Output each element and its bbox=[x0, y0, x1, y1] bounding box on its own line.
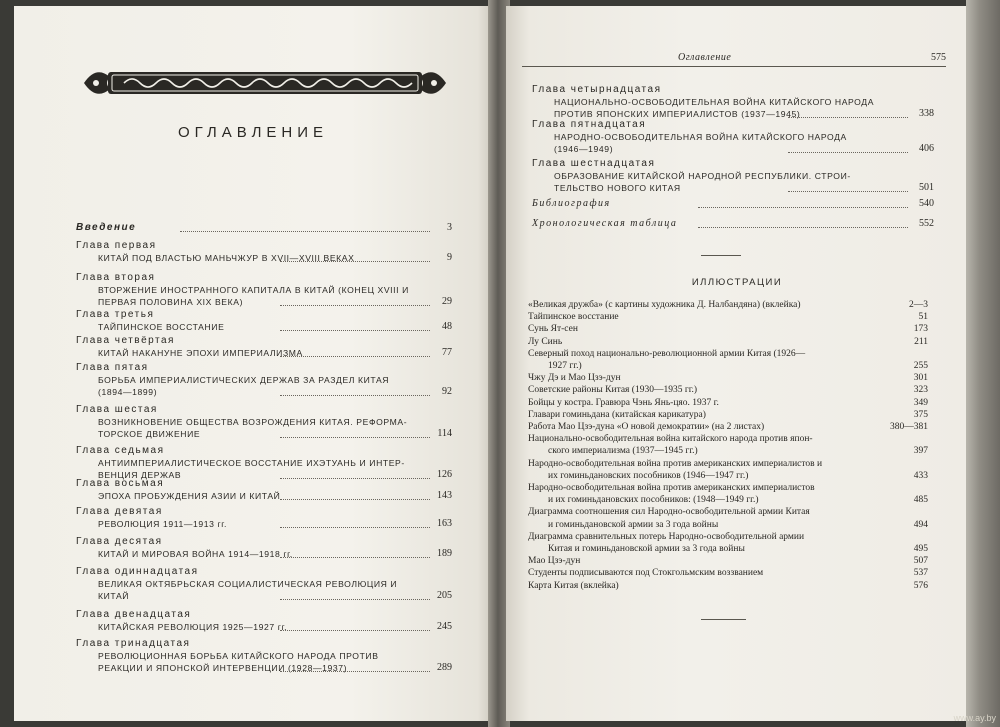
left-page bbox=[14, 6, 492, 721]
toc-entry bbox=[76, 566, 452, 602]
dot-leader bbox=[788, 152, 908, 153]
toc-entry bbox=[532, 218, 934, 230]
illustration-text: ского империализма (1937—1945 гг.) bbox=[548, 446, 698, 457]
chapter-label: Глава четырнадцатая bbox=[532, 84, 662, 95]
page-title: ОГЛАВЛЕНИЕ bbox=[177, 124, 329, 141]
chapter-label: Глава седьмая bbox=[76, 445, 165, 456]
dot-leader bbox=[280, 671, 430, 672]
illustration-item bbox=[528, 494, 928, 506]
page-ref: 433 bbox=[913, 470, 928, 481]
dot-leader bbox=[698, 207, 908, 208]
chapter-subtitle: ВТОРЖЕНИЕ ИНОСТРАННОГО КАПИТАЛА В КИТАЙ (КОНЕЦ XVIII И bbox=[98, 285, 409, 295]
illustration-text: 1927 гг.) bbox=[548, 361, 582, 371]
page-ref: 114 bbox=[437, 428, 452, 439]
dot-leader bbox=[698, 227, 908, 228]
chapter-label: Глава третья bbox=[76, 309, 155, 320]
chapter-label: Введение bbox=[76, 222, 137, 233]
illustration-text: Народно-освободительная война против американских империалистов bbox=[528, 483, 815, 493]
page-ref: 301 bbox=[913, 373, 928, 384]
running-head: Оглавление bbox=[678, 52, 732, 63]
chapter-label: Глава пятая bbox=[76, 362, 149, 373]
chapter-subtitle: НАРОДНО-ОСВОБОДИТЕЛЬНАЯ ВОЙНА КИТАЙСКОГО НАРОДА bbox=[554, 132, 847, 142]
page-ref: 173 bbox=[913, 324, 928, 335]
chapter-subtitle: КИТАЙ ПОД ВЛАСТЬЮ МАНЬЧЖУР В XVII—XVIII ВЕКАХ bbox=[98, 253, 355, 263]
illustration-text: Сунь Ят-сен bbox=[528, 324, 578, 335]
page-ref: 494 bbox=[913, 519, 928, 530]
toc-entry bbox=[532, 84, 934, 120]
chapter-label: Глава девятая bbox=[76, 506, 163, 517]
illustration-text: Диаграмма сравнительных потерь Народно-освободительной армии bbox=[528, 531, 805, 542]
chapter-subtitle: ОБРАЗОВАНИЕ КИТАЙСКОЙ НАРОДНОЙ РЕСПУБЛИКИ. СТРОИ- bbox=[554, 171, 851, 181]
illustration-item bbox=[528, 409, 928, 421]
chapter-label: Глава пятнадцатая bbox=[532, 119, 647, 130]
illustration-text: Северный поход национально-революционной армии Китая (1926— bbox=[528, 348, 806, 359]
illustration-text: их гоминьдановских пособников (1946—1947 гг.) bbox=[548, 470, 749, 481]
illustration-text: «Великая дружба» (с картины художника Д. Налбандяна) (вклейка) bbox=[528, 300, 801, 310]
toc-entry bbox=[76, 445, 452, 481]
illustration-item bbox=[528, 482, 928, 494]
chapter-subtitle: ЭПОХА ПРОБУЖДЕНИЯ АЗИИ И КИТАЙ bbox=[98, 491, 281, 501]
illustration-item bbox=[528, 458, 928, 470]
page-ref: 3 bbox=[447, 222, 452, 233]
chapter-subtitle: ТАЙПИНСКОЕ ВОССТАНИЕ bbox=[98, 322, 225, 332]
chapter-subtitle: КИТАЙ И МИРОВАЯ ВОЙНА 1914—1918 гг. bbox=[98, 549, 293, 559]
illustration-text: и гоминьдановской армии за 3 года войны bbox=[548, 519, 719, 530]
illustration-item bbox=[528, 311, 928, 323]
chapter-subtitle: ВОЗНИКНОВЕНИЕ ОБЩЕСТВА ВОЗРОЖДЕНИЯ КИТАЯ. РЕФОРМА- bbox=[98, 417, 408, 427]
illustration-item bbox=[528, 384, 928, 396]
page-ref: 189 bbox=[437, 548, 452, 559]
illustration-text: Тайпинское восстание bbox=[528, 312, 619, 323]
dot-leader bbox=[788, 191, 908, 192]
dot-leader bbox=[180, 231, 430, 232]
toc-entry bbox=[76, 240, 452, 264]
illustration-item bbox=[528, 543, 928, 555]
page-ref: 2—3 bbox=[909, 300, 928, 310]
dot-leader bbox=[280, 557, 430, 558]
page-ref: 485 bbox=[913, 495, 928, 506]
page-ref: 48 bbox=[442, 321, 452, 332]
illustration-text: Диаграмма соотношения сил Народно-освободительной армии Китая bbox=[528, 507, 810, 518]
page-ref: 338 bbox=[919, 108, 934, 119]
toc-entry bbox=[76, 638, 452, 674]
chapter-label: Библиография bbox=[532, 198, 611, 209]
illustration-item bbox=[528, 299, 928, 311]
dot-leader bbox=[280, 437, 430, 438]
toc-entry bbox=[76, 609, 452, 633]
illustration-text: Студенты подписываются под Стокгольмским воззванием bbox=[528, 568, 764, 579]
illustration-item bbox=[528, 372, 928, 384]
chapter-subtitle: ВЕНЦИЯ ДЕРЖАВ bbox=[98, 470, 182, 480]
chapter-subtitle: ТОРСКОЕ ДВИЖЕНИЕ bbox=[98, 429, 201, 439]
end-divider bbox=[701, 619, 746, 620]
illustration-item bbox=[528, 445, 928, 457]
illustration-item bbox=[528, 470, 928, 482]
page-ref: 397 bbox=[913, 446, 928, 457]
page-ref: 495 bbox=[913, 544, 928, 554]
chapter-subtitle: КИТАЙ bbox=[98, 591, 130, 601]
dot-leader bbox=[788, 117, 908, 118]
page-ref: 289 bbox=[437, 662, 452, 673]
toc-entry bbox=[532, 119, 934, 155]
chapter-label: Глава вторая bbox=[76, 272, 156, 283]
page-ref: 29 bbox=[442, 296, 452, 307]
chapter-label: Глава двенадцатая bbox=[76, 609, 192, 620]
chapter-subtitle: ТЕЛЬСТВО НОВОГО КИТАЯ bbox=[554, 183, 681, 193]
illustration-item bbox=[528, 348, 928, 360]
illustrations-title: ИЛЛЮСТРАЦИИ bbox=[691, 277, 783, 288]
chapter-subtitle: НАЦИОНАЛЬНО-ОСВОБОДИТЕЛЬНАЯ ВОЙНА КИТАЙСКОГО НАРОДА bbox=[554, 97, 875, 107]
chapter-subtitle: (1894—1899) bbox=[98, 387, 158, 397]
illustration-item bbox=[528, 397, 928, 409]
illustration-item bbox=[528, 336, 928, 348]
toc-entry bbox=[76, 362, 452, 398]
chapter-subtitle: КИТАЙСКАЯ РЕВОЛЮЦИЯ 1925—1927 гг. bbox=[98, 622, 288, 632]
toc-entry bbox=[76, 536, 452, 560]
page-ref: 205 bbox=[437, 590, 452, 601]
page-ref: 143 bbox=[437, 490, 452, 501]
chapter-label: Глава тринадцатая bbox=[76, 638, 191, 649]
illustration-item bbox=[528, 506, 928, 518]
page-ref: 9 bbox=[447, 252, 452, 263]
illustration-text: Карта Китая (вклейка) bbox=[528, 580, 619, 591]
watermark: www.ay.by bbox=[953, 713, 996, 723]
ornament-icon bbox=[84, 64, 446, 102]
page-ref: 349 bbox=[913, 397, 928, 408]
page-ref: 537 bbox=[913, 568, 928, 579]
page-ref: 211 bbox=[914, 336, 928, 347]
page-ref: 255 bbox=[913, 361, 928, 371]
page-ref: 540 bbox=[919, 198, 934, 209]
toc-entry bbox=[532, 158, 934, 194]
dot-leader bbox=[280, 395, 430, 396]
chapter-label: Глава шестнадцатая bbox=[532, 158, 656, 169]
right-page bbox=[506, 6, 968, 721]
chapter-label: Глава восьмая bbox=[76, 478, 165, 489]
page-ref: 163 bbox=[437, 518, 452, 529]
illustration-item bbox=[528, 421, 928, 433]
page-number: 575 bbox=[931, 52, 946, 63]
page-ref: 501 bbox=[919, 182, 934, 193]
chapter-subtitle: БОРЬБА ИМПЕРИАЛИСТИЧЕСКИХ ДЕРЖАВ ЗА РАЗДЕЛ КИТАЯ bbox=[98, 375, 390, 385]
illustration-item bbox=[528, 580, 928, 592]
illustration-item bbox=[528, 323, 928, 335]
dot-leader bbox=[280, 630, 430, 631]
illustration-item bbox=[528, 360, 928, 372]
chapter-subtitle: КИТАЙ НАКАНУНЕ ЭПОХИ ИМПЕРИАЛИЗМА bbox=[98, 348, 303, 358]
page-ref: 576 bbox=[913, 580, 928, 591]
illustration-text: Работа Мао Цзэ-дуна «О новой демократии» (на 2 листах) bbox=[528, 422, 765, 432]
page-ref: 92 bbox=[442, 386, 452, 397]
chapter-subtitle: АНТИИМПЕРИАЛИСТИЧЕСКОЕ ВОССТАНИЕ ИХЭТУАНЬ И ИНТЕР- bbox=[98, 458, 405, 468]
chapter-subtitle: ПЕРВАЯ ПОЛОВИНА XIX ВЕКА) bbox=[98, 297, 244, 307]
page-ref: 380—381 bbox=[890, 422, 928, 432]
chapter-label: Глава шестая bbox=[76, 404, 158, 415]
page-ref: 375 bbox=[913, 409, 928, 420]
dot-leader bbox=[280, 261, 430, 262]
dot-leader bbox=[280, 356, 430, 357]
illustration-text: Мао Цзэ-дун bbox=[528, 556, 581, 567]
dot-leader bbox=[280, 499, 430, 500]
dot-leader bbox=[280, 330, 430, 331]
illustration-text: Чжу Дэ и Мао Цзэ-дун bbox=[528, 373, 621, 384]
toc-entry bbox=[76, 222, 452, 234]
illustration-text: Лу Синь bbox=[528, 336, 563, 347]
chapter-label: Глава одиннадцатая bbox=[76, 566, 199, 577]
chapter-label: Глава десятая bbox=[76, 536, 163, 547]
chapter-subtitle: РЕВОЛЮЦИЯ 1911—1913 гг. bbox=[98, 519, 227, 529]
toc-entry bbox=[76, 335, 452, 359]
dot-leader bbox=[280, 527, 430, 528]
toc-entry bbox=[76, 404, 452, 440]
illustration-item bbox=[528, 567, 928, 579]
illustration-item bbox=[528, 519, 928, 531]
illustration-item bbox=[528, 531, 928, 543]
illustration-text: Народно-освободительная война против американских империалистов и bbox=[528, 458, 823, 469]
toc-entry bbox=[76, 309, 452, 333]
illustration-text: Главари гоминьдана (китайская карикатура) bbox=[528, 409, 706, 420]
header-rule bbox=[522, 66, 946, 67]
illustration-text: Национально-освободительная война китайского народа против япон- bbox=[528, 434, 813, 445]
chapter-label: Глава четвёртая bbox=[76, 335, 175, 346]
chapter-subtitle: РЕВОЛЮЦИОННАЯ БОРЬБА КИТАЙСКОГО НАРОДА ПРОТИВ bbox=[98, 651, 379, 661]
toc-entry bbox=[76, 272, 452, 308]
chapter-label: Глава первая bbox=[76, 240, 157, 251]
page-ref: 51 bbox=[918, 312, 928, 323]
chapter-subtitle: (1946—1949) bbox=[554, 144, 614, 154]
page-ref: 507 bbox=[913, 556, 928, 567]
section-divider bbox=[701, 255, 741, 256]
illustration-text: Китая и гоминьдановской армии за 3 года войны bbox=[548, 544, 745, 554]
chapter-label: Хронологическая таблица bbox=[532, 218, 678, 229]
page-ref: 77 bbox=[442, 347, 452, 358]
page-ref: 245 bbox=[437, 621, 452, 632]
toc-entry bbox=[76, 478, 452, 502]
chapter-subtitle: ПРОТИВ ЯПОНСКИХ ИМПЕРИАЛИСТОВ (1937—1945) bbox=[554, 109, 801, 119]
page-ref: 406 bbox=[919, 143, 934, 154]
chapter-subtitle: РЕАКЦИИ И ЯПОНСКОЙ ИНТЕРВЕНЦИИ (1928—1937) bbox=[98, 663, 348, 673]
illustration-text: и их гоминьдановских пособников: (1948—1949 гг.) bbox=[548, 495, 759, 506]
toc-entry bbox=[76, 506, 452, 530]
toc-entry bbox=[532, 198, 934, 210]
illustration-item bbox=[528, 555, 928, 567]
chapter-subtitle: ВЕЛИКАЯ ОКТЯБРЬСКАЯ СОЦИАЛИСТИЧЕСКАЯ РЕВОЛЮЦИЯ И bbox=[98, 579, 398, 589]
cover-edge bbox=[966, 0, 1000, 727]
dot-leader bbox=[280, 305, 430, 306]
page-ref: 323 bbox=[913, 385, 928, 396]
illustration-text: Советские районы Китая (1930—1935 гг.) bbox=[528, 385, 698, 396]
illustration-text: Бойцы у костра. Гравюра Чэнь Янь-цяо. 1937 г. bbox=[528, 397, 719, 408]
illustration-item bbox=[528, 433, 928, 445]
page-ref: 126 bbox=[437, 469, 452, 480]
dot-leader bbox=[280, 599, 430, 600]
page-ref: 552 bbox=[919, 218, 934, 229]
